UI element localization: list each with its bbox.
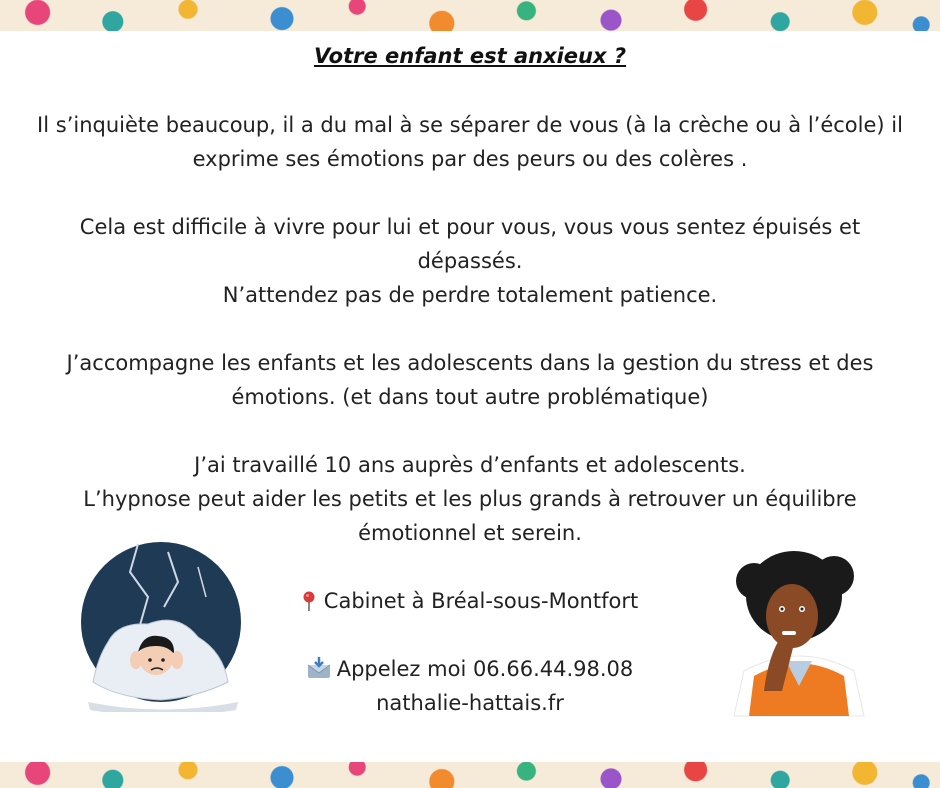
decorative-floral-top-band xyxy=(0,0,940,31)
envelope-inbox-icon xyxy=(307,657,331,679)
anxious-woman-biting-nails-illustration xyxy=(724,541,874,721)
page-title: Votre enfant est anxieux ? xyxy=(313,44,627,68)
phone-text: Appelez moi 06.66.44.98.08 xyxy=(336,657,634,681)
location-text: Cabinet à Bréal-sous-Montfort xyxy=(323,589,639,613)
paragraph-patience: N’attendez pas de perdre totalement patience. xyxy=(222,283,718,307)
website-text: nathalie-hattais.fr xyxy=(376,691,564,715)
paragraph-difficulty: Cela est difficile à vivre pour lui et pour vous, vous vous sentez épuisés et dépassés. xyxy=(79,215,861,273)
anxious-child-in-blanket-illustration xyxy=(78,542,244,712)
paragraph-symptoms: Il s’inquiète beaucoup, il a du mal à se séparer de vous (à la crèche ou à l’école) il exprime ses émotions par des peurs ou des colères . xyxy=(37,113,903,171)
paragraph-hypnosis: L’hypnose peut aider les petits et les plus grands à retrouver un équilibre émotionnel et serein. xyxy=(83,487,857,545)
main-content xyxy=(0,31,940,762)
decorative-floral-bottom-band xyxy=(0,762,940,788)
paragraph-support: J’accompagne les enfants et les adolescents dans la gestion du stress et des émotions. (et dans tout autre problématique) xyxy=(66,351,874,409)
red-pin-icon xyxy=(302,591,316,611)
paragraph-experience: J’ai travaillé 10 ans auprès d’enfants et adolescents. xyxy=(194,453,746,477)
